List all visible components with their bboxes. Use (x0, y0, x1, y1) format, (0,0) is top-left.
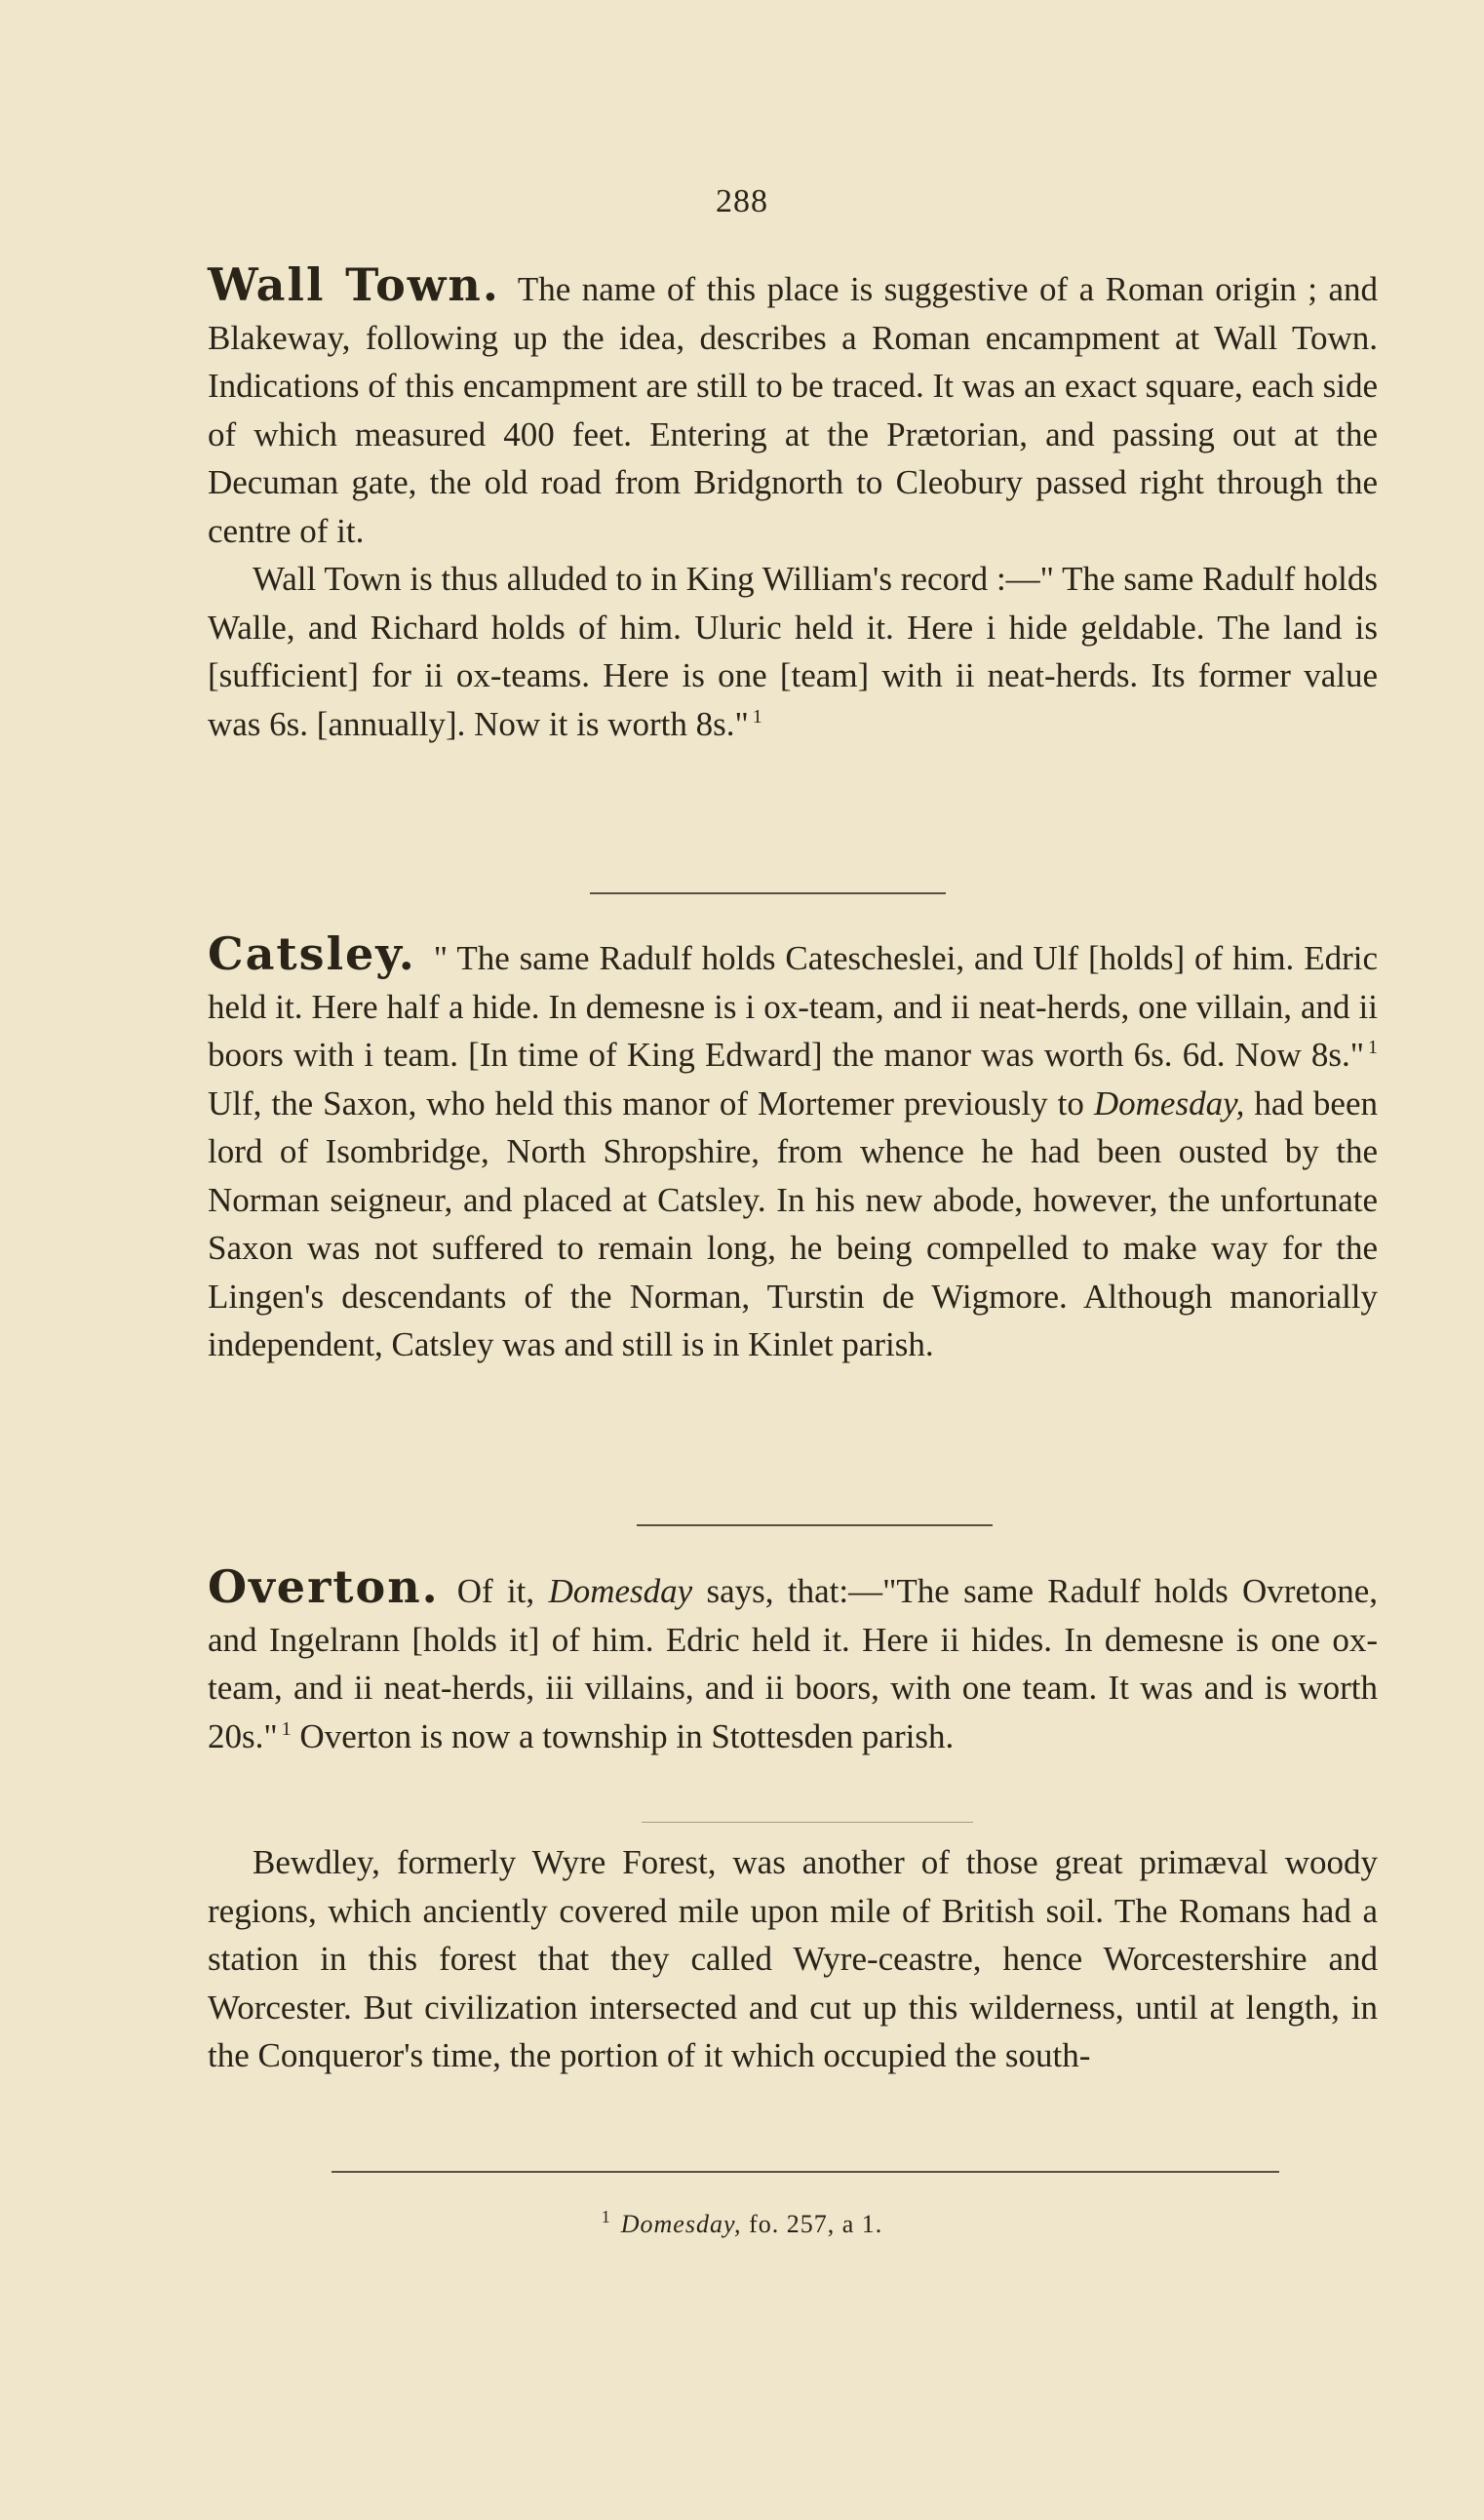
footnote-source: Domesday, (620, 2210, 742, 2238)
section-divider (642, 1822, 973, 1823)
section-heading: Catsley. (208, 927, 416, 980)
section-catsley (208, 927, 1378, 1369)
footnote-marker: 1 (601, 2207, 611, 2227)
section-divider (637, 1524, 993, 1526)
paragraph-text: Overton is now a township in Stottesden parish. (299, 1716, 955, 1755)
footnote (0, 2207, 1484, 2239)
paragraph-text: Of it, (456, 1572, 535, 1610)
section-heading: Wall Town. (208, 258, 500, 311)
section-overton (208, 1560, 1379, 1760)
paragraph-text: Bewdley, formerly Wyre Forest, was another of those great primæval woody regions, which anciently covered mile upon mile of British soil. The Romans had a station in this forest that they called Wyre-ceastre, hence Worcestershire and Worcester. But civilization intersected and cut up this wilderness, until at length, in the Conqueror's time, the portion of it which occupied the south- (208, 1843, 1378, 2074)
paragraph-text: says, that:—"The same Radulf holds Ovretone, and Ingelrann [holds it] of him. Edric held it. Here ii hides. In demesne is one ox-team, and ii neat-herds, iii villains, and ii boors, with one team. It was and is worth 20s." (208, 1572, 1379, 1755)
paragraph (208, 258, 1378, 555)
paragraph (208, 1838, 1378, 2080)
paragraph-text: had been lord of Isombridge, North Shropshire, from whence he had been ousted by the Norman seigneur, and placed at Catsley. In his new abode, however, the unfortunate Saxon was not suffered to remain long, he being compelled to make way for the Lingen's descendants of the Norman, Turstin de Wigmore. Although manorially independent, Catsley was and still is in Kinlet parish. (208, 1083, 1378, 1363)
section-wall-town (208, 258, 1378, 748)
paragraph-text: Wall Town is thus alluded to in King William's record :—" The same Radulf holds Walle, and Richard holds of him. Uluric held it. Here i hide geldable. The land is [sufficient] for ii ox-teams. Here is one [team] with ii neat-herds. Its former value was 6s. [annually]. Now it is worth 8s." (208, 560, 1378, 743)
paragraph-text: " The same Radulf holds Catescheslei, and Ulf [holds] of him. Edric held it. Here half a hide. In demesne is i ox-team, and ii neat-herds, one villain, and ii boors with i team. [In time of King Edward] the manor was worth 6s. 6d. Now 8s." (208, 939, 1378, 1074)
footnote-ref-text: fo. 257, a 1. (749, 2210, 883, 2238)
footnote-ref: 1 (752, 705, 762, 728)
paragraph (208, 1560, 1379, 1760)
page-number: 288 (716, 183, 768, 219)
italic-word: Domesday (548, 1572, 693, 1610)
paragraph-text: The name of this place is suggestive of a Roman origin ; and Blakeway, following up the idea, describes a Roman encampment at Wall Town. Indications of this encampment are still to be traced. It was an exact square, each side of which measured 400 feet. Entering at the Prætorian, and passing out at the Decuman gate, the old road from Bridgnorth to Cleobury passed right through the centre of it. (208, 270, 1378, 550)
footnote-ref: 1 (1368, 1037, 1378, 1059)
footnote-ref: 1 (281, 1717, 292, 1740)
paragraph (208, 555, 1378, 748)
italic-word: Domesday, (1093, 1083, 1245, 1122)
section-bewdley (208, 1838, 1378, 2080)
section-heading: Overton. (208, 1560, 440, 1613)
footnote-separator (332, 2171, 1279, 2173)
paragraph-text: Ulf, the Saxon, who held this manor of Mortemer previously to (208, 1083, 1084, 1122)
paragraph (208, 927, 1378, 1369)
section-divider (590, 892, 946, 894)
